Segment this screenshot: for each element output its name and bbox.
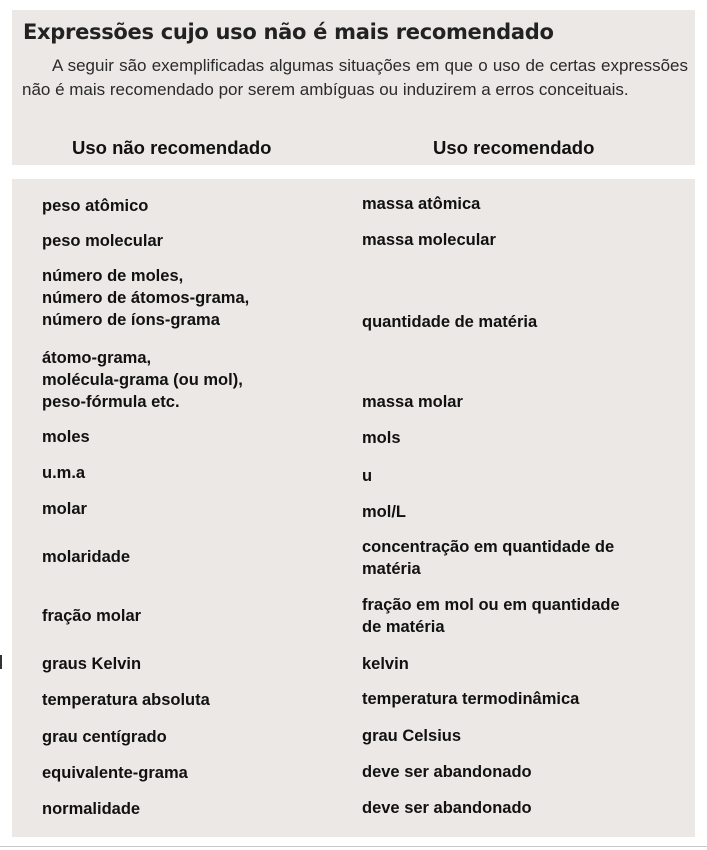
term-recommended: mol/L [362,503,406,521]
term-recommended: massa atômica [362,195,481,213]
term-not-recommended: número de moles, número de átomos-grama, número de íons-grama [42,267,250,329]
term-recommended: u [362,467,373,485]
term-recommended: temperatura termodinâmica [362,690,580,708]
intro-paragraph: A seguir são exemplificadas algumas situações em que o uso de certas expressões não é mais recomendado por serem ambíguas ou induzirem a erros conceituais. [22,56,688,99]
term-not-recommended: átomo-grama, molécula-grama (ou mol), peso-fórmula etc. [42,349,243,411]
term-recommended: kelvin [362,655,409,673]
column-header-recommended: Uso recomendado [433,137,595,158]
bottom-divider [0,846,707,847]
term-not-recommended: normalidade [42,800,141,818]
page-title: Expressões cujo uso não é mais recomendado [23,20,554,44]
term-recommended: mols [362,429,401,447]
term-not-recommended: molar [42,500,87,518]
term-not-recommended: equivalente-grama [42,764,188,782]
edge-mark [0,655,2,669]
term-not-recommended: molaridade [42,548,131,566]
terms-table [12,179,695,837]
term-recommended: deve ser abandonado [362,763,532,781]
term-not-recommended: temperatura absoluta [42,691,210,709]
term-not-recommended: fração molar [42,607,142,625]
term-not-recommended: grau centígrado [42,728,167,746]
term-recommended: massa molar [362,393,463,411]
term-recommended: fração em mol ou em quantidade de matéria [362,596,620,636]
term-not-recommended: moles [42,428,90,446]
term-recommended: deve ser abandonado [362,799,532,817]
term-recommended: grau Celsius [362,727,462,745]
column-header-not-recommended: Uso não recomendado [72,137,272,158]
term-not-recommended: u.m.a [42,464,86,482]
term-not-recommended: peso molecular [42,232,164,250]
term-recommended: quantidade de matéria [362,313,538,331]
header-box [12,10,695,165]
term-recommended: massa molecular [362,231,496,249]
term-not-recommended: peso atômico [42,197,149,215]
term-not-recommended: graus Kelvin [42,655,142,673]
term-recommended: concentração em quantidade de matéria [362,538,615,578]
